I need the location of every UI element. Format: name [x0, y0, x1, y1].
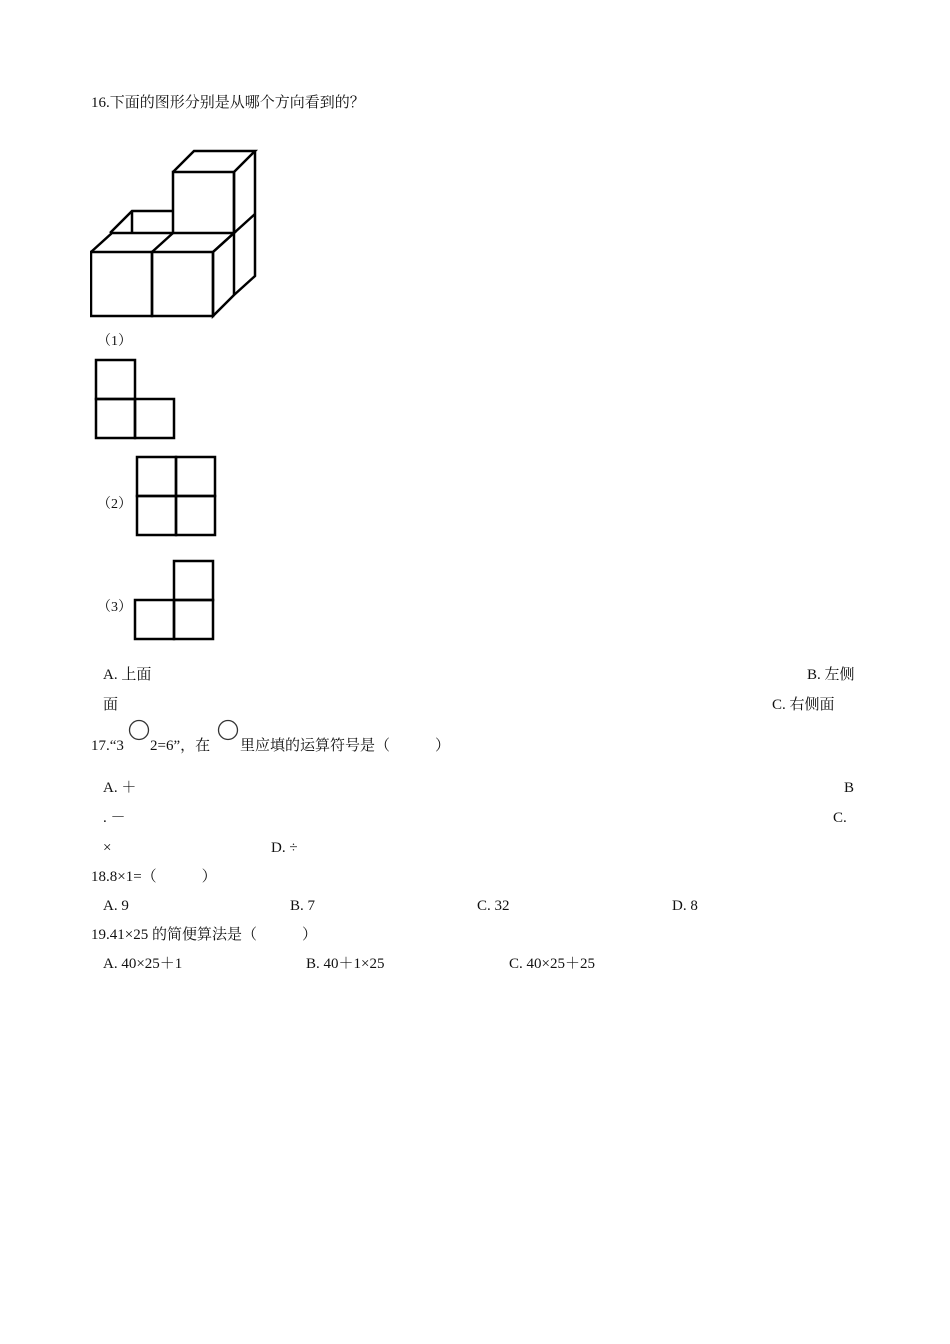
- q17-stem-part3: 里应填的运算符号是（ ）: [240, 738, 451, 754]
- cube-stack-figure: [90, 148, 260, 322]
- q17-stem-part1: 17.“3: [91, 738, 124, 754]
- q17-option-c: C.: [833, 810, 847, 826]
- blank-circle-icon: [128, 719, 150, 741]
- q17-stem-part2: 2=6”，在: [150, 738, 211, 754]
- view-2-figure: [135, 455, 217, 537]
- q16-option-b: B. 左侧: [807, 667, 855, 683]
- q16-option-b-wrap: 面: [103, 697, 119, 713]
- q19-option-a: A. 40×25＋1: [103, 956, 183, 972]
- q17-option-a: A. ＋: [103, 780, 137, 796]
- blank-circle-icon: [217, 719, 239, 741]
- view-1-figure: [94, 358, 176, 440]
- q17-option-d: D. ÷: [271, 840, 298, 856]
- q18-option-b: B. 7: [290, 898, 316, 914]
- q19-stem: 19.41×25 的简便算法是（ ）: [91, 927, 317, 943]
- view-label-1: （1）: [97, 334, 132, 349]
- q16-stem: 16.下面的图形分别是从哪个方向看到的？: [91, 95, 365, 111]
- q17-option-c-wrap: ×: [103, 840, 112, 856]
- q17-option-b: B: [844, 780, 855, 796]
- q18-option-d: D. 8: [672, 898, 698, 914]
- view-label-3: （3）: [97, 600, 132, 615]
- q18-option-c: C. 32: [477, 898, 510, 914]
- q17-option-b-wrap: . －: [103, 810, 126, 826]
- q18-stem: 18.8×1=（ ）: [91, 869, 217, 885]
- view-label-2: （2）: [97, 497, 132, 512]
- view-3-figure: [133, 559, 215, 641]
- q18-option-a: A. 9: [103, 898, 129, 914]
- q19-option-b: B. 40＋1×25: [306, 956, 385, 972]
- q19-option-c: C. 40×25＋25: [509, 956, 595, 972]
- q16-option-c: C. 右侧面: [772, 697, 835, 713]
- q16-option-a: A. 上面: [103, 667, 152, 683]
